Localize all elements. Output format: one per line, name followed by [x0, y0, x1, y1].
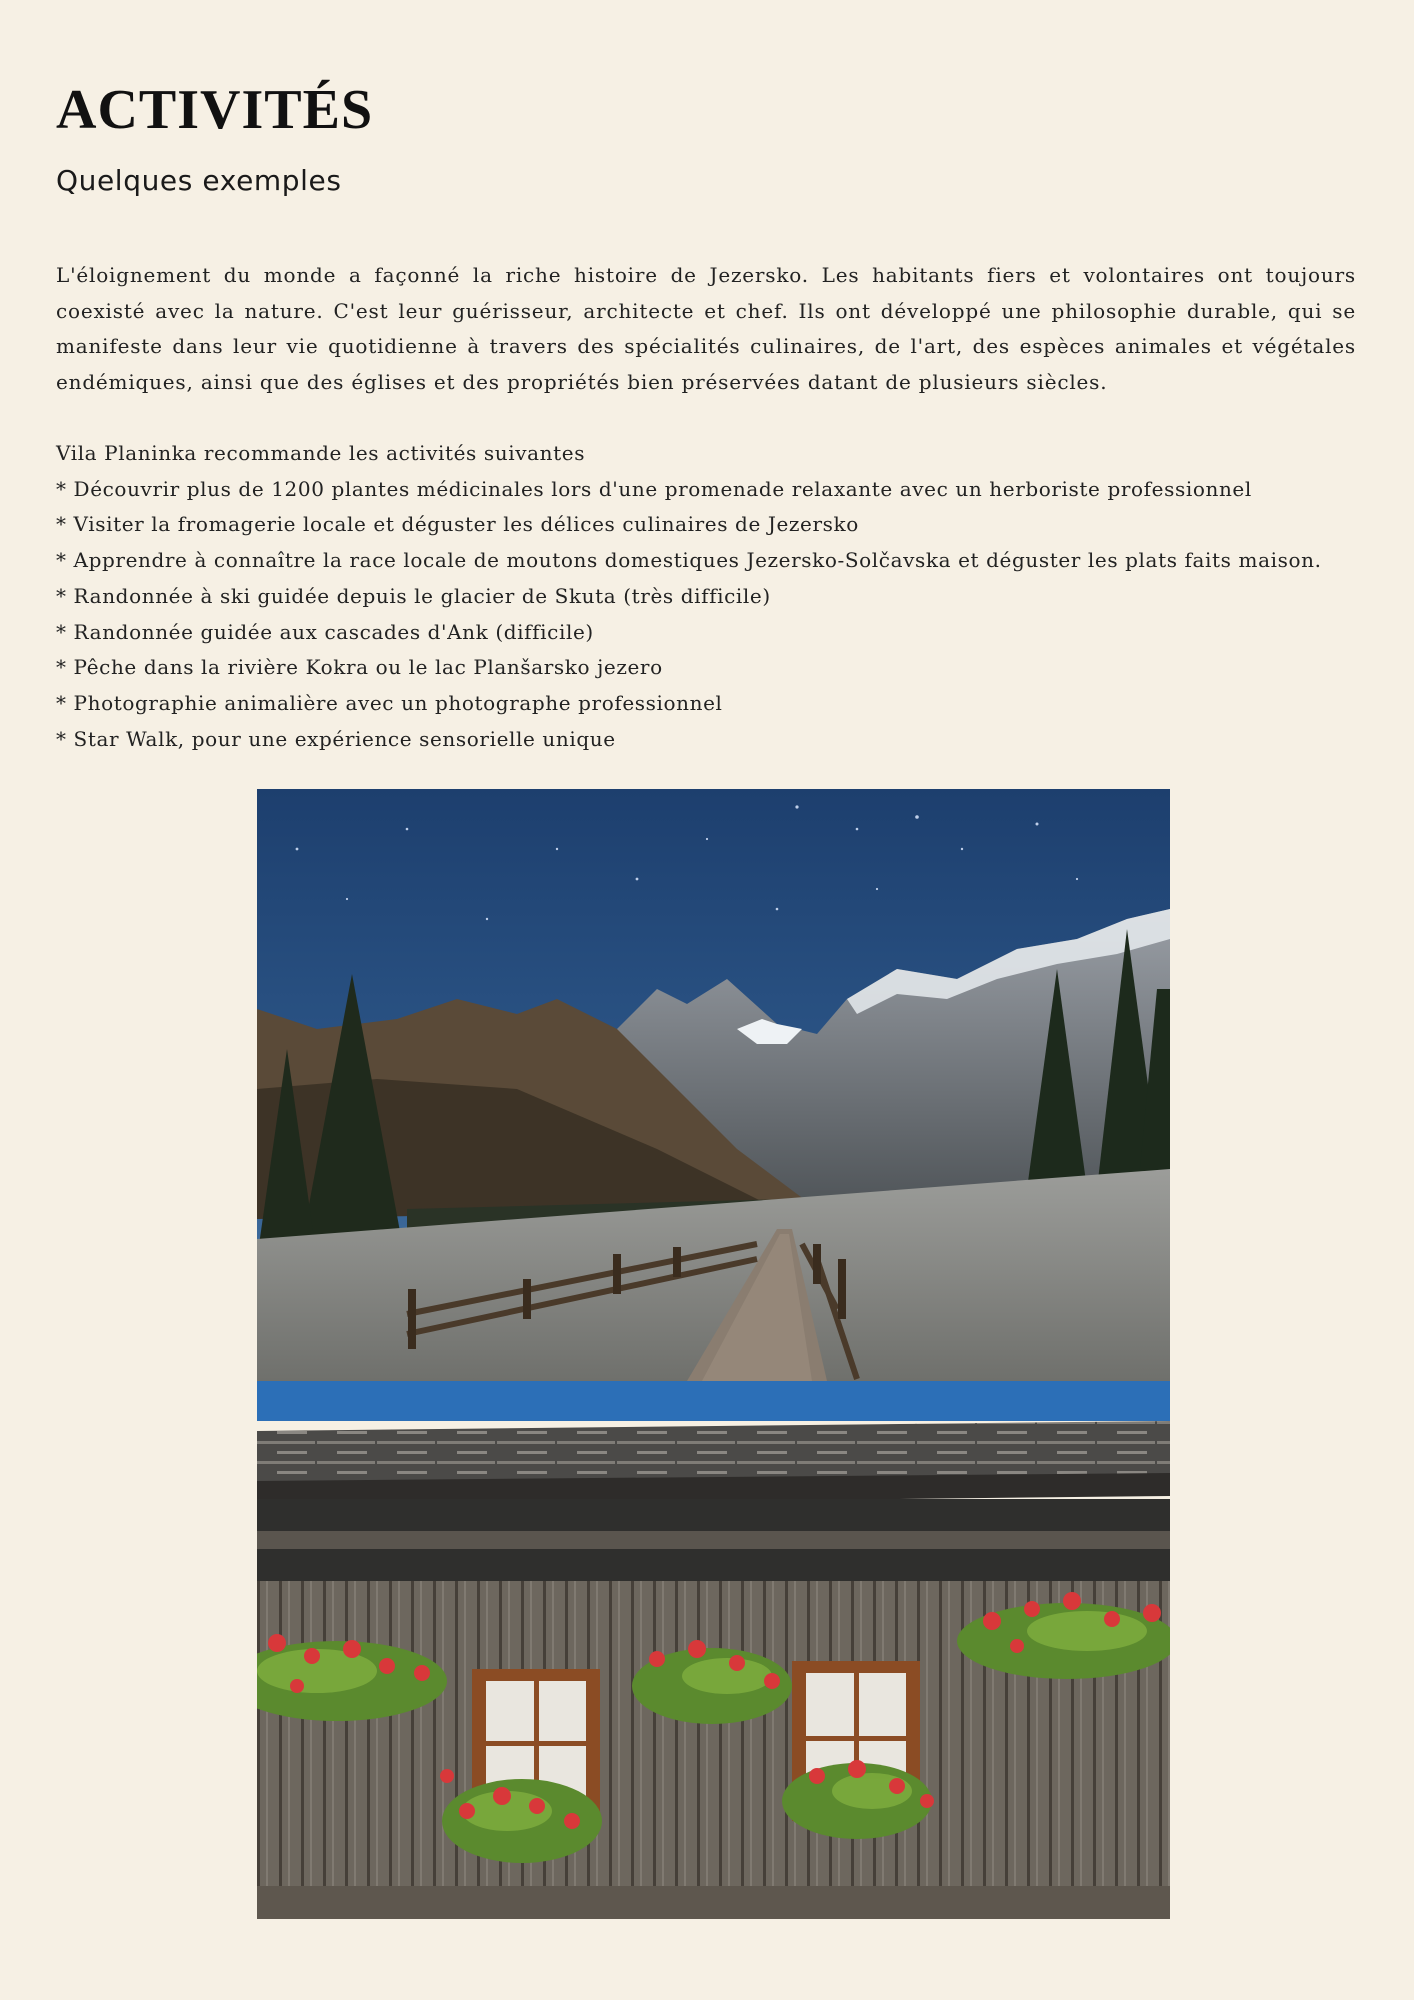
- mountain-valley-photo: [257, 789, 1170, 1381]
- photo-collage: [257, 789, 1170, 1919]
- list-item: * Pêche dans la rivière Kokra ou le lac Planšarsko jezero: [56, 655, 663, 680]
- page-title: ACTIVITÉS: [56, 79, 374, 141]
- activities-list: [56, 436, 1376, 757]
- list-item: * Randonnée à ski guidée depuis le glacier de Skuta (très difficile): [56, 583, 771, 608]
- chalet-flowers-photo: [257, 1381, 1170, 1919]
- list-item: * Découvrir plus de 1200 plantes médicinales lors d'une promenade relaxante avec un herboriste professionnel: [56, 476, 1252, 501]
- list-item: * Star Walk, pour une expérience sensorielle unique: [56, 726, 616, 751]
- activities-heading: Vila Planinka recommande les activités suivantes: [56, 441, 586, 465]
- list-item: * Visiter la fromagerie locale et déguster les délices culinaires de Jezersko: [56, 512, 859, 537]
- intro-paragraph: L'éloignement du monde a façonné la riche histoire de Jezersko. Les habitants fiers et volontaires ont toujours coexisté avec la nature. C'est leur guérisseur, architecte et chef. Ils ont développé une philosophie durable, qui se manifeste dans leur vie quotidienne à travers des spécialités culinaires, de l'art, des espèces animales et végétales endémiques, ainsi que des églises et des propriétés bien préservées datant de plusieurs siècles.: [56, 263, 1356, 395]
- list-item: * Photographie animalière avec un photographe professionnel: [56, 690, 723, 715]
- list-item: * Randonnée guidée aux cascades d'Ank (difficile): [56, 619, 594, 644]
- list-item: * Apprendre à connaître la race locale de moutons domestiques Jezersko-Solčavska et déguster les plats faits maison.: [56, 548, 1322, 573]
- page-subtitle: Quelques exemples: [56, 164, 342, 197]
